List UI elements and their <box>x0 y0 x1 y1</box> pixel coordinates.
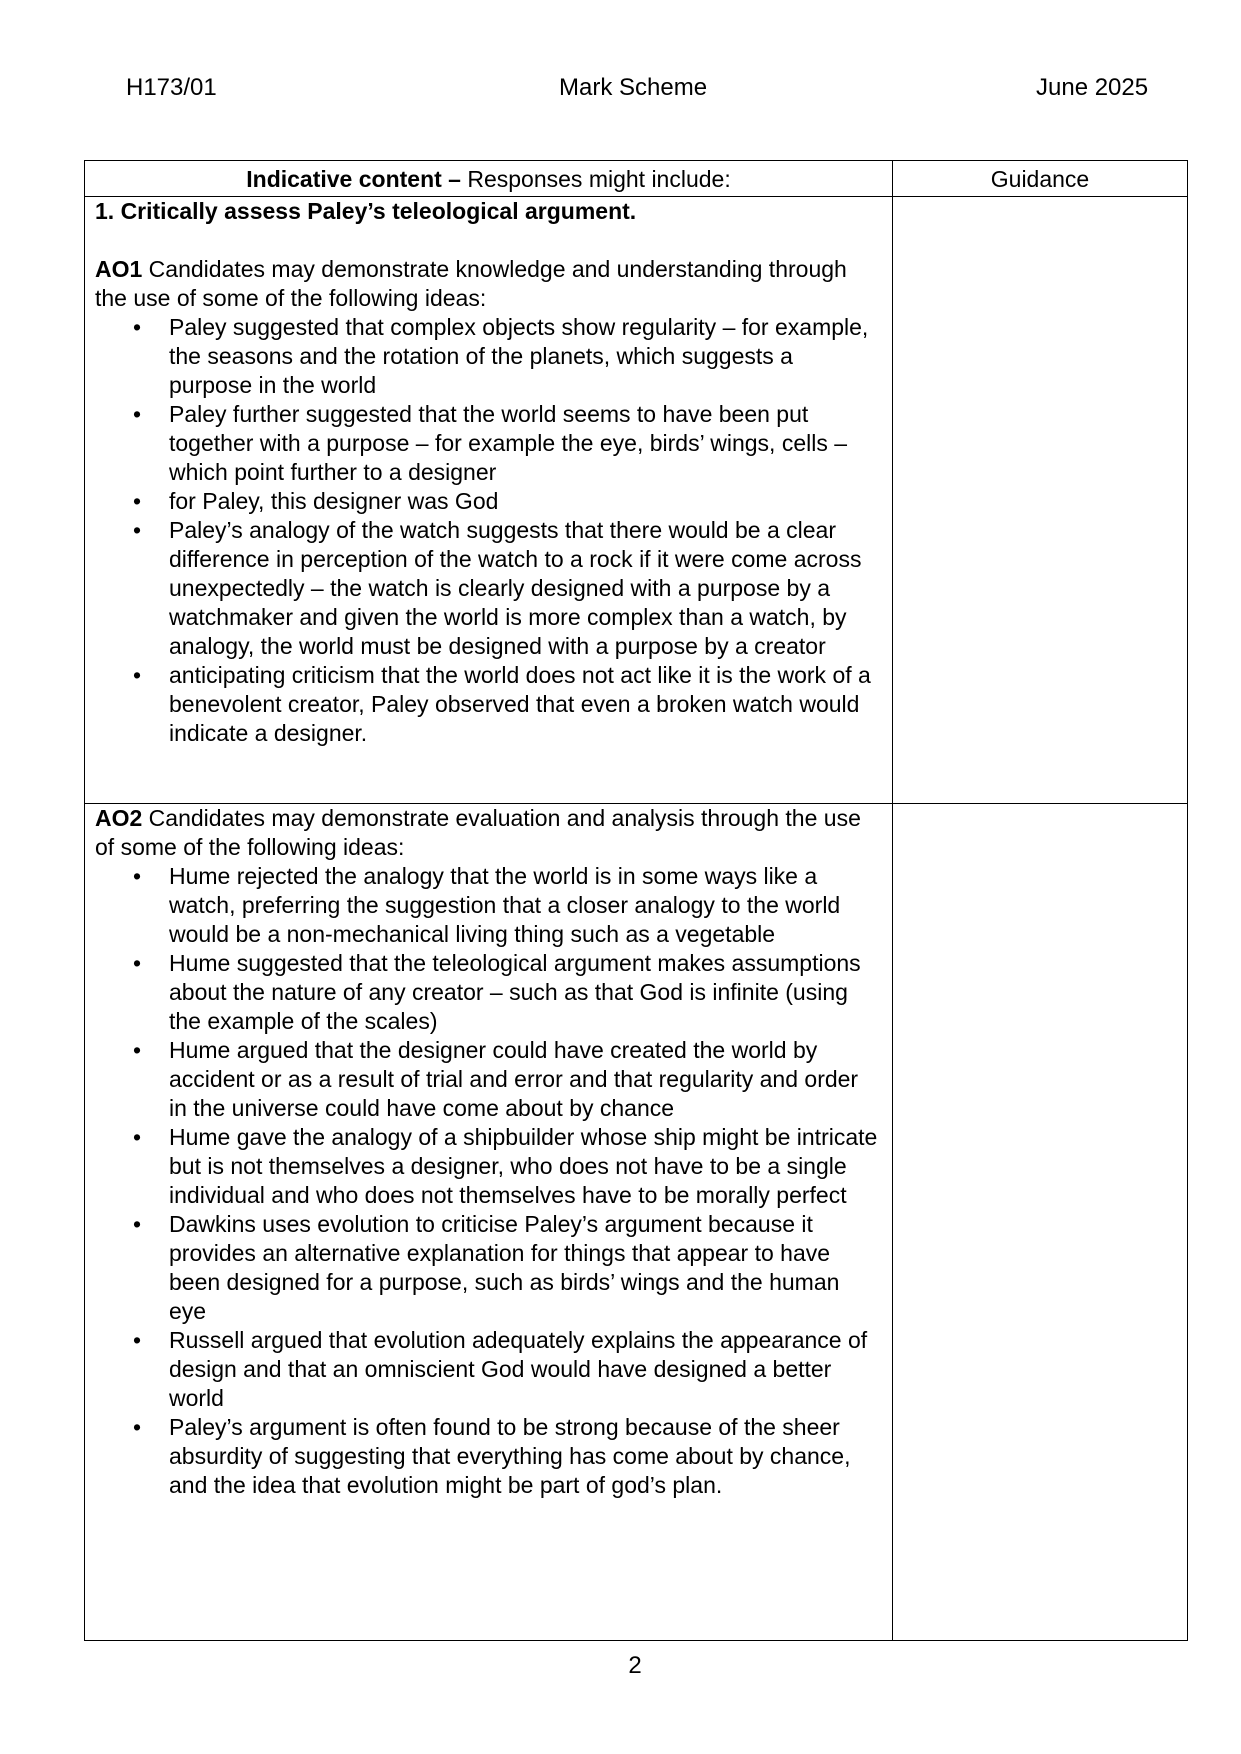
ao1-label: AO1 <box>95 256 143 282</box>
spacer <box>95 226 882 255</box>
question-text: 1. Critically assess Paley’s teleological argument. <box>95 198 637 224</box>
list-item: • Paley suggested that complex objects show regularity – for example, the seasons and the rotation of the planets, which suggests a purpose in the world <box>169 313 882 400</box>
guidance-header: Guidance <box>893 161 1188 197</box>
document-title: Mark Scheme <box>559 74 708 101</box>
ao2-bullet-list <box>95 862 882 1500</box>
ao1-intro-text: Candidates may demonstrate knowledge and understanding through the use of some of the following ideas: <box>95 256 847 311</box>
list-item: • for Paley, this designer was God <box>169 487 882 516</box>
ao1-intro <box>95 255 882 313</box>
ao1-bullet-list <box>95 313 882 748</box>
list-item: • Hume argued that the designer could have created the world by accident or as a result of trial and error and that regularity and order in the universe could have come about by chance <box>169 1036 882 1123</box>
document-date: June 2025 <box>1036 74 1149 101</box>
document-code: H173/01 <box>126 74 217 101</box>
indicative-content-header <box>85 161 893 197</box>
list-item: • Paley’s argument is often found to be strong because of the sheer absurdity of suggesting that everything has come about by chance, and the idea that evolution might be part of god’s plan. <box>169 1413 882 1500</box>
list-item: • Hume gave the analogy of a shipbuilder whose ship might be intricate but is not themselves a designer, who does not have to be a single individual and who does not themselves have to be morally perfect <box>169 1123 882 1210</box>
ao1-content-cell <box>85 197 893 804</box>
list-item: • Paley further suggested that the world seems to have been put together with a purpose – for example the eye, birds’ wings, cells – which point further to a designer <box>169 400 882 487</box>
list-item: • Dawkins uses evolution to criticise Paley’s argument because it provides an alternative explanation for things that appear to have been designed for a purpose, such as birds’ wings and the human eye <box>169 1210 882 1326</box>
list-item: • Hume rejected the analogy that the world is in some ways like a watch, preferring the suggestion that a closer analogy to the world would be a non-mechanical living thing such as a vegetable <box>169 862 882 949</box>
mark-scheme-table <box>84 160 1188 1641</box>
list-item: • Paley’s analogy of the watch suggests that there would be a clear difference in perception of the watch to a rock if it were come across unexpectedly – the watch is clearly designed with a purpose by a watchmaker and given the world is more complex than a watch, by analogy, the world must be designed with a purpose by a creator <box>169 516 882 661</box>
list-item: • Hume suggested that the teleological argument makes assumptions about the nature of any creator – such as that God is infinite (using the example of the scales) <box>169 949 882 1036</box>
ao1-guidance-cell <box>893 197 1188 804</box>
table-row-ao1 <box>85 197 1188 804</box>
ao2-intro <box>95 804 882 862</box>
table-header-row <box>85 161 1188 197</box>
indicative-content-heading: Indicative content – <box>246 166 461 192</box>
list-item: • anticipating criticism that the world does not act like it is the work of a benevolent creator, Paley observed that even a broken watch would indicate a designer. <box>169 661 882 748</box>
ao2-intro-text: Candidates may demonstrate evaluation and analysis through the use of some of the following ideas: <box>95 805 861 860</box>
ao2-guidance-cell <box>893 804 1188 1641</box>
ao2-label: AO2 <box>95 805 143 831</box>
list-item: • Russell argued that evolution adequately explains the appearance of design and that an omniscient God would have designed a better world <box>169 1326 882 1413</box>
ao2-content-cell <box>85 804 893 1641</box>
indicative-content-subheading: Responses might include: <box>460 166 731 192</box>
page-number: 2 <box>628 1652 642 1679</box>
table-row-ao2 <box>85 804 1188 1641</box>
